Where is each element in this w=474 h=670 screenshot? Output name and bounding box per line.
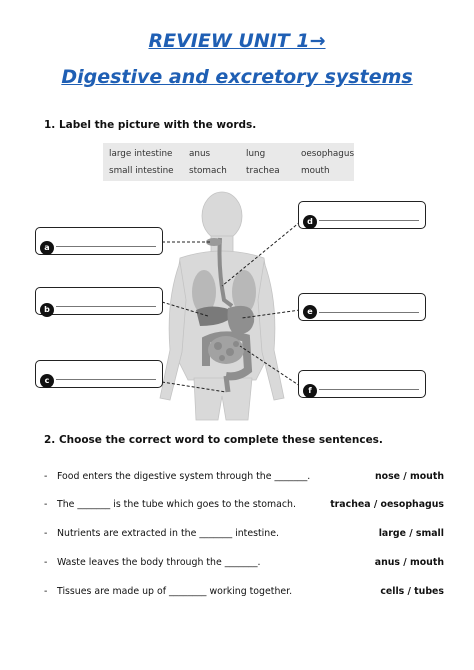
- answer-line: [319, 220, 419, 221]
- stomach-shape: [228, 306, 255, 334]
- word-bank-item: lung: [246, 149, 266, 159]
- label-box-d[interactable]: [298, 201, 426, 229]
- word-bank-item: small intestine: [109, 166, 174, 176]
- question-1-title: 1. Label the picture with the words.: [44, 119, 257, 131]
- page-subtitle: Digestive and excretory systems: [61, 66, 413, 88]
- bullet-dash: -: [44, 528, 48, 539]
- label-box-b[interactable]: [35, 287, 163, 315]
- sentence-text: Waste leaves the body through the _______.: [57, 557, 261, 568]
- body-silhouette: [160, 192, 284, 420]
- sentence-text: Food enters the digestive system through the _______.: [57, 471, 311, 482]
- word-bank-item: mouth: [301, 166, 330, 176]
- page-title: REVIEW UNIT 1→: [148, 30, 326, 52]
- word-bank-item: large intestine: [109, 149, 173, 159]
- word-bank-item: oesophagus: [301, 149, 355, 159]
- word-bank-item: trachea: [246, 166, 280, 176]
- label-letter-f: f: [303, 384, 317, 398]
- label-box-f[interactable]: [298, 370, 426, 398]
- sentence-text: Nutrients are extracted in the _______ intestine.: [57, 528, 279, 539]
- label-letter-c: c: [40, 374, 54, 388]
- answer-line: [56, 306, 156, 307]
- answer-options: nose / mouth: [374, 471, 444, 482]
- answer-line: [56, 379, 156, 380]
- word-bank-item: anus: [189, 149, 211, 159]
- bullet-dash: -: [44, 586, 48, 597]
- bullet-dash: -: [44, 499, 48, 510]
- answer-options: large / small: [378, 528, 444, 539]
- answer-options: cells / tubes: [380, 586, 444, 597]
- label-box-c[interactable]: [35, 360, 163, 388]
- label-letter-b: b: [40, 303, 54, 317]
- word-bank-item: stomach: [189, 166, 227, 176]
- answer-line: [319, 312, 419, 313]
- label-letter-e: e: [303, 305, 317, 319]
- bullet-dash: -: [44, 471, 48, 482]
- bullet-dash: -: [44, 557, 48, 568]
- label-box-a[interactable]: [35, 227, 163, 255]
- label-letter-a: a: [40, 241, 54, 255]
- sentence-text: The _______ is the tube which goes to the stomach.: [57, 499, 296, 510]
- small-intestine-shape: [208, 336, 244, 364]
- label-box-e[interactable]: [298, 293, 426, 321]
- answer-options: anus / mouth: [374, 557, 444, 568]
- answer-line: [319, 389, 419, 390]
- rectum-shape: [226, 376, 228, 392]
- label-letter-d: d: [303, 215, 317, 229]
- answer-line: [56, 246, 156, 247]
- answer-options: trachea / oesophagus: [330, 499, 444, 510]
- question-2-title: 2. Choose the correct word to complete these sentences.: [44, 434, 383, 446]
- sentence-text: Tissues are made up of ________ working together.: [57, 586, 293, 597]
